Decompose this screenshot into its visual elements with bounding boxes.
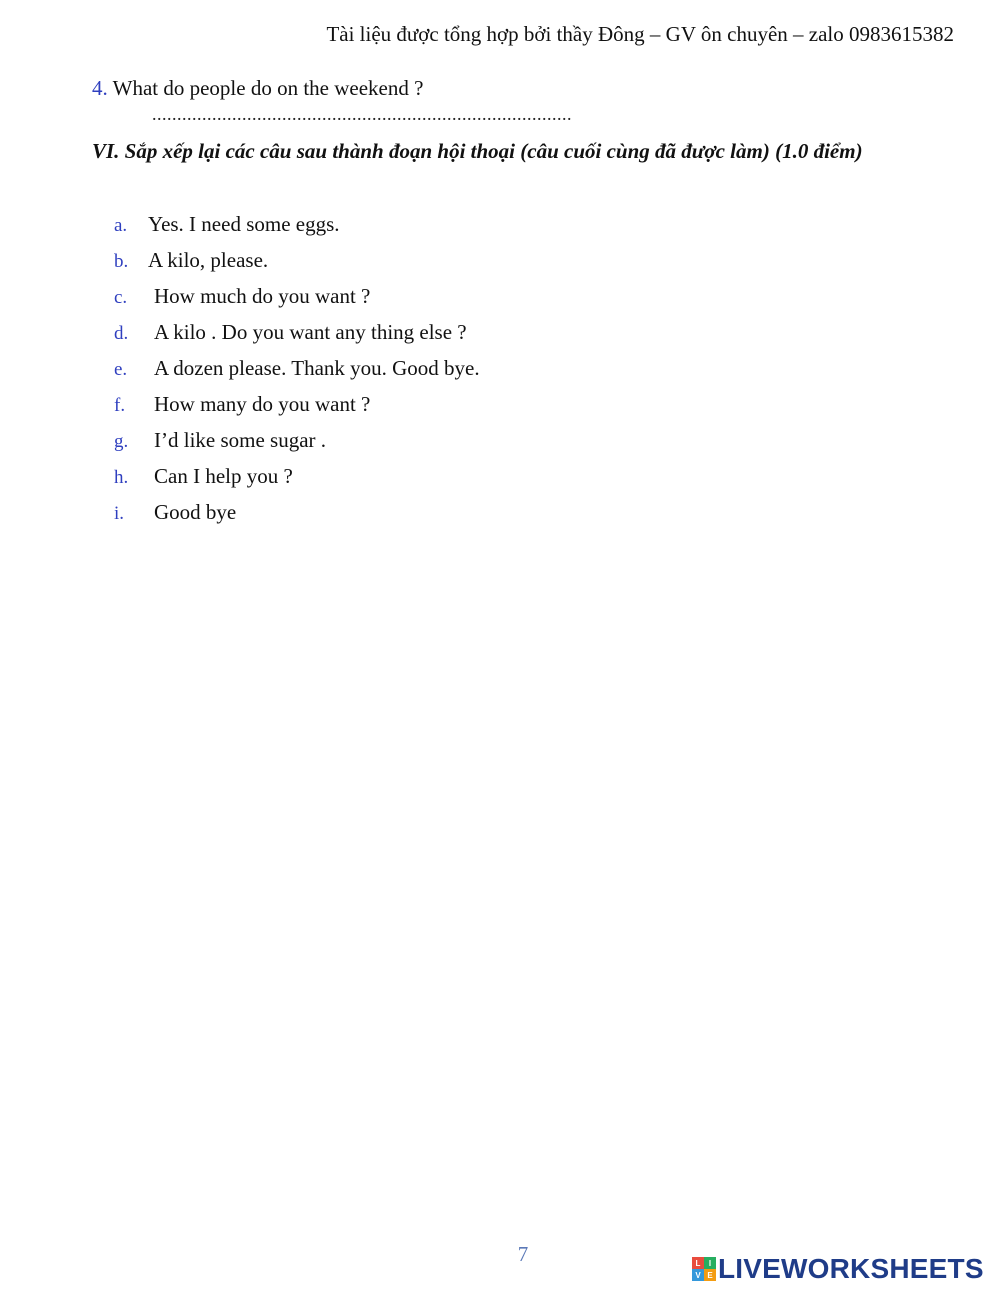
list-item <box>114 244 480 280</box>
list-item <box>114 208 480 244</box>
question-4 <box>92 76 423 101</box>
answer-line[interactable]: .................................................................................... <box>152 104 572 124</box>
item-text: I’d like some sugar . <box>154 428 327 452</box>
item-letter: g. <box>114 431 129 452</box>
list-item <box>114 316 480 352</box>
item-letter: b. <box>114 251 129 272</box>
item-letter: f. <box>114 395 126 416</box>
item-letter: i. <box>114 503 125 524</box>
list-item <box>114 280 480 316</box>
list-item <box>114 460 480 496</box>
item-text: A kilo . Do you want any thing else ? <box>154 320 467 344</box>
list-item <box>114 496 480 532</box>
item-text: How many do you want ? <box>154 392 371 416</box>
item-text: Can I help you ? <box>154 464 293 488</box>
item-text: A dozen please. Thank you. Good bye. <box>154 356 480 380</box>
item-text: How much do you want ? <box>154 284 371 308</box>
item-letter: e. <box>114 359 128 380</box>
list-item <box>114 388 480 424</box>
item-text: A kilo, please. <box>148 248 269 272</box>
list-item <box>114 424 480 460</box>
item-letter: c. <box>114 287 128 308</box>
liveworksheets-logo-icon: L I V E <box>692 1257 716 1281</box>
item-letter: a. <box>114 215 128 236</box>
page-number: 7 <box>517 1242 529 1266</box>
liveworksheets-logo[interactable] <box>692 1253 984 1285</box>
list-item <box>114 352 480 388</box>
item-letter: d. <box>114 323 129 344</box>
logo-text: LIVEWORKSHEETS <box>718 1253 984 1284</box>
page-header: Tài liệu được tổng hợp bởi thầy Đông – GV ôn chuyên – zalo 0983615382 <box>326 22 954 46</box>
question-text: What do people do on the weekend ? <box>112 76 424 100</box>
question-number: 4. <box>92 76 108 100</box>
item-text: Yes. I need some eggs. <box>148 212 340 236</box>
dialogue-list <box>114 208 480 532</box>
item-letter: h. <box>114 467 129 488</box>
section-title: VI. Sắp xếp lại các câu sau thành đoạn hội thoại (câu cuối cùng đã được làm) (1.0 điểm) <box>92 139 863 163</box>
item-text: Good bye <box>154 500 237 524</box>
